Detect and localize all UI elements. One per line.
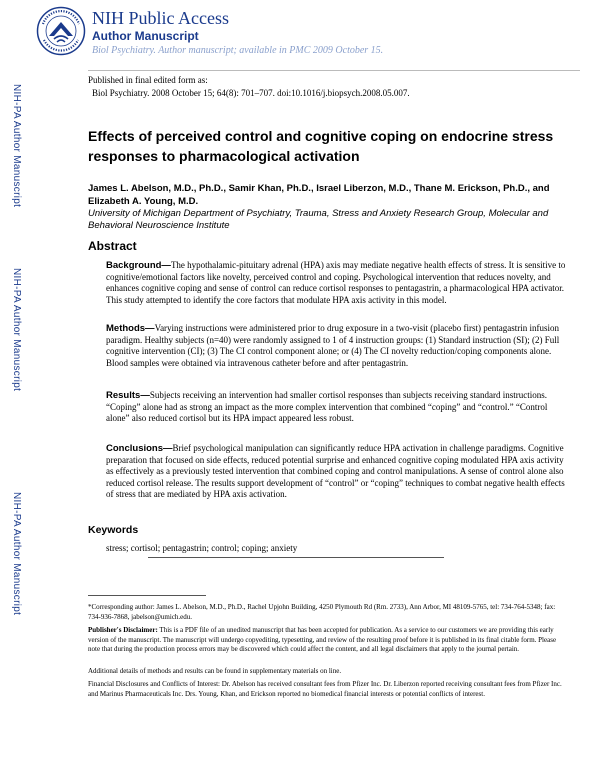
footnote-corresponding-author: *Corresponding author: James L. Abelson, M.D., Ph.D., Rachel Upjohn Building, 4250 Plymouth Rd (Rm. 2733), Ann Arbor, MI 48109-5765, tel: 734-764-5348; fax: 734-936-7868, jabelson@umich.edu.: [88, 603, 556, 621]
results-label: Results—: [106, 390, 150, 401]
abstract-results: [106, 390, 568, 425]
article-title: Effects of perceived control and cognitive coping on endocrine stress responses to pharmacological activation: [88, 128, 554, 164]
nih-logo-icon: [36, 6, 86, 56]
abstract-methods: [106, 323, 568, 369]
sidebar-label-bottom: NIH-PA Author Manuscript: [11, 492, 22, 616]
sidebar-label-top: NIH-PA Author Manuscript: [11, 84, 22, 208]
header-divider: [88, 70, 580, 71]
disclaimer-text: This is a PDF file of an unedited manuscript that has been accepted for publication. As a service to our customers we are providing this early version of the manuscript. The manuscript will undergo copyediting, typesetting, and review of the resulting proof before it is published in its final citable form. Please note that during the production process errors may be discovered which could affect the content, and all legal disclaimers that apply to the journal pertain.: [88, 626, 557, 653]
background-text: The hypothalamic-pituitary adrenal (HPA) axis may mediate negative health effects of stress. It is sensitive to cognitive/emotional factors like novelty, perceived control and coping. Psychological intervention that reduces novelty, and enhances cognitive coping and sense of control can reduce cortisol responses to pentagastrin, a pharmacological HPA activator. This study attempted to identify the core factors that modulate HPA axis activity in this model.: [106, 260, 566, 305]
methods-label: Methods—: [106, 323, 155, 334]
publication-label: Published in final edited form as:: [88, 75, 208, 85]
publication-info: [88, 74, 410, 100]
author-list: James L. Abelson, M.D., Ph.D., Samir Khan, Ph.D., Israel Liberzon, M.D., Thane M. Erickson, Ph.D., and Elizabeth A. Young, M.D.: [88, 183, 550, 207]
conclusions-text: Brief psychological manipulation can significantly reduce HPA activation in challenge paradigms. Cognitive preparation that focused on side effects, reduced potential surprise and enhanced cognitive coping modulated HPA axis activity as effectively as a previously tested intervention that combined coping and control manipulations. A sense of control alone also reduced cortisol release. The results support development of “control” or “coping” techniques to combat negative health effects of stress that are mediated by HPA axis activation.: [106, 443, 565, 499]
results-text: Subjects receiving an intervention had smaller cortisol responses than subjects receiving standard instructions. “Coping” alone had as strong an impact as the more complex intervention that combined “coping” and “control.” “Control alone” also reduced cortisol but its HPA impact appeared less robust.: [106, 390, 548, 423]
abstract-background: [106, 260, 568, 306]
citation-link[interactable]: Biol Psychiatry. 2008 October 15; 64(8): 701–707. doi:10.1016/j.biopsych.2008.05.007.: [92, 88, 410, 98]
affiliation: University of Michigan Department of Psychiatry, Trauma, Stress and Anxiety Research Group, Molecular and Behavioral Neuroscience Institute: [88, 208, 549, 231]
methods-text: Varying instructions were administered prior to drug exposure in a two-visit (placebo first) pentagastrin infusion paradigm. Healthy subjects (n=40) were randomly assigned to 1 of 4 instruction groups: (1) Standard instruction (SI); (2) Full cognitive intervention (CI); (3) The CI control component alone; or (4) The CI novelty reduction/coping components alone. Blood samples were obtained via intravenous catheter before and after pentagastrin.: [106, 323, 560, 368]
keywords-heading: Keywords: [88, 524, 139, 536]
header-subtitle: Author Manuscript: [92, 29, 199, 43]
abstract-conclusions: [106, 443, 568, 501]
header-title: NIH Public Access: [92, 8, 229, 28]
footnote-additional: Additional details of methods and results can be found in supplementary materials on line.: [88, 667, 342, 675]
footnote-disclaimer: [88, 626, 568, 655]
conclusions-label: Conclusions—: [106, 443, 173, 454]
background-label: Background—: [106, 260, 171, 271]
page-header: [92, 8, 582, 58]
journal-availability: Biol Psychiatry. Author manuscript; available in PMC 2009 October 15.: [92, 45, 384, 56]
footnote-divider: [88, 595, 206, 596]
keywords-divider: [148, 557, 444, 558]
disclaimer-label: Publisher's Disclaimer:: [88, 626, 158, 634]
sidebar-label-middle: NIH-PA Author Manuscript: [11, 268, 22, 392]
footnote-disclosures: Financial Disclosures and Conflicts of Interest: Dr. Abelson has received consultant fees from Pfizer Inc. Dr. Liberzon reported receiving consultant fees from Pfizer Inc. and Marinus Pharmaceuticals Inc. Drs. Young, Khan, and Erickson reported no biomedical financial interests or potential conflicts of interest.: [88, 680, 562, 698]
abstract-heading: Abstract: [88, 239, 137, 253]
keywords-list: stress; cortisol; pentagastrin; control; coping; anxiety: [106, 543, 298, 553]
